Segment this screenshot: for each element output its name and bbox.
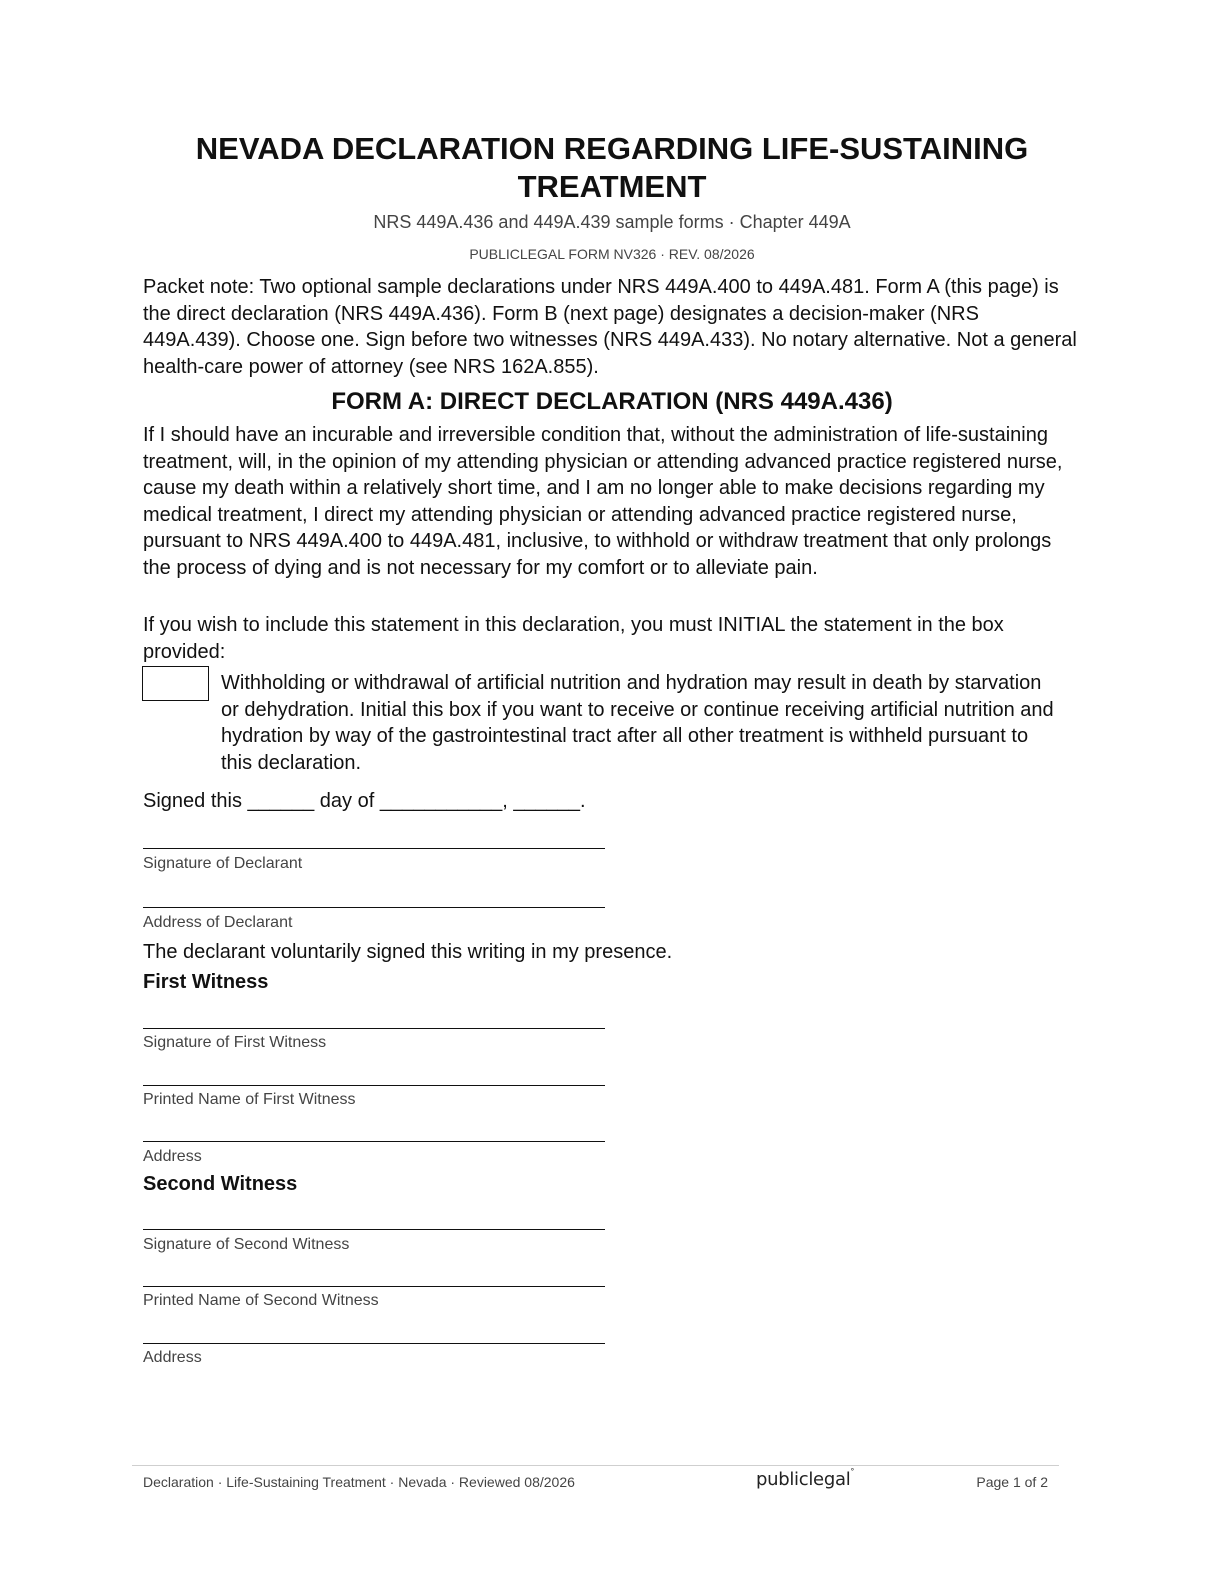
first-witness-signature-caption: Signature of First Witness <box>143 1034 327 1051</box>
page-number: Page 1 of 2 <box>976 1474 1048 1490</box>
footer-divider <box>132 1465 1059 1466</box>
declarant-address-caption: Address of Declarant <box>143 914 293 931</box>
first-witness-heading: First Witness <box>143 971 269 993</box>
first-witness-name-line[interactable] <box>143 1085 605 1086</box>
second-witness-address-line[interactable] <box>143 1343 605 1344</box>
initial-instruction: If you wish to include this statement in this declaration, you must INITIAL the statement in the box provided: <box>143 614 1004 663</box>
footer-description: Declaration · Life-Sustaining Treatment · Nevada · Reviewed 08/2026 <box>143 1474 575 1490</box>
second-witness-name-caption: Printed Name of Second Witness <box>143 1292 379 1309</box>
logo-mark: ° <box>850 1467 855 1476</box>
first-witness-address-caption: Address <box>143 1148 202 1165</box>
declaration-paragraph: If I should have an incurable and irreversible condition that, without the administration of life-sustaining treatment, will, in the opinion of my attending physician or attending advanced practice registered nurse, cause my death within a relatively short time, and I am no longer able to make decisions regarding my medical treatment, I direct my attending physician or attending advanced practice registered nurse, pursuant to NRS 449A.400 to 449A.481, inclusive, to withhold or withdraw treatment that only prolongs the process of dying and is not necessary for my comfort or to alleviate pain. <box>143 424 1063 579</box>
nutrition-statement: Withholding or withdrawal of artificial nutrition and hydration may result in death by starvation or dehydration. Initial this box if you want to receive or continue receiving artificial nutrition and hydration by way of the gastrointestinal tract after all other treatment is withheld pursuant to this declaration. <box>221 672 1054 774</box>
declarant-address-line[interactable] <box>143 907 605 908</box>
voluntary-statement: The declarant voluntarily signed this writing in my presence. <box>143 941 673 963</box>
signed-date-line: Signed this ______ day of ___________, ______. <box>143 790 586 812</box>
second-witness-address-caption: Address <box>143 1349 202 1366</box>
second-witness-signature-line[interactable] <box>143 1229 605 1230</box>
packet-note: Packet note: Two optional sample declarations under NRS 449A.400 to 449A.481. Form A (this page) is the direct declaration (NRS 449A.436). Form B (next page) designates a decision-maker (NRS 449A.439). Choose one. Sign before two witnesses (NRS 449A.433). No notary alternative. Not a general health-care power of attorney (see NRS 162A.855). <box>143 276 1077 378</box>
first-witness-name-caption: Printed Name of First Witness <box>143 1091 356 1108</box>
statute-subtitle: NRS 449A.436 and 449A.439 sample forms · Chapter 449A <box>373 212 851 232</box>
declarant-signature-line[interactable] <box>143 848 605 849</box>
second-witness-heading: Second Witness <box>143 1173 298 1195</box>
second-witness-name-line[interactable] <box>143 1286 605 1287</box>
declarant-signature-caption: Signature of Declarant <box>143 855 303 872</box>
document-title: NEVADA DECLARATION REGARDING LIFE-SUSTAINING TREATMENT <box>195 131 1029 204</box>
logo-text: publiclegal <box>756 1469 851 1490</box>
initial-box[interactable] <box>142 666 209 701</box>
form-number: PUBLICLEGAL FORM NV326 · REV. 08/2026 <box>469 246 755 262</box>
first-witness-signature-line[interactable] <box>143 1028 605 1029</box>
form-a-heading: FORM A: DIRECT DECLARATION (NRS 449A.436) <box>331 388 893 415</box>
second-witness-signature-caption: Signature of Second Witness <box>143 1236 350 1253</box>
first-witness-address-line[interactable] <box>143 1141 605 1142</box>
publiclegal-logo <box>756 1469 854 1490</box>
